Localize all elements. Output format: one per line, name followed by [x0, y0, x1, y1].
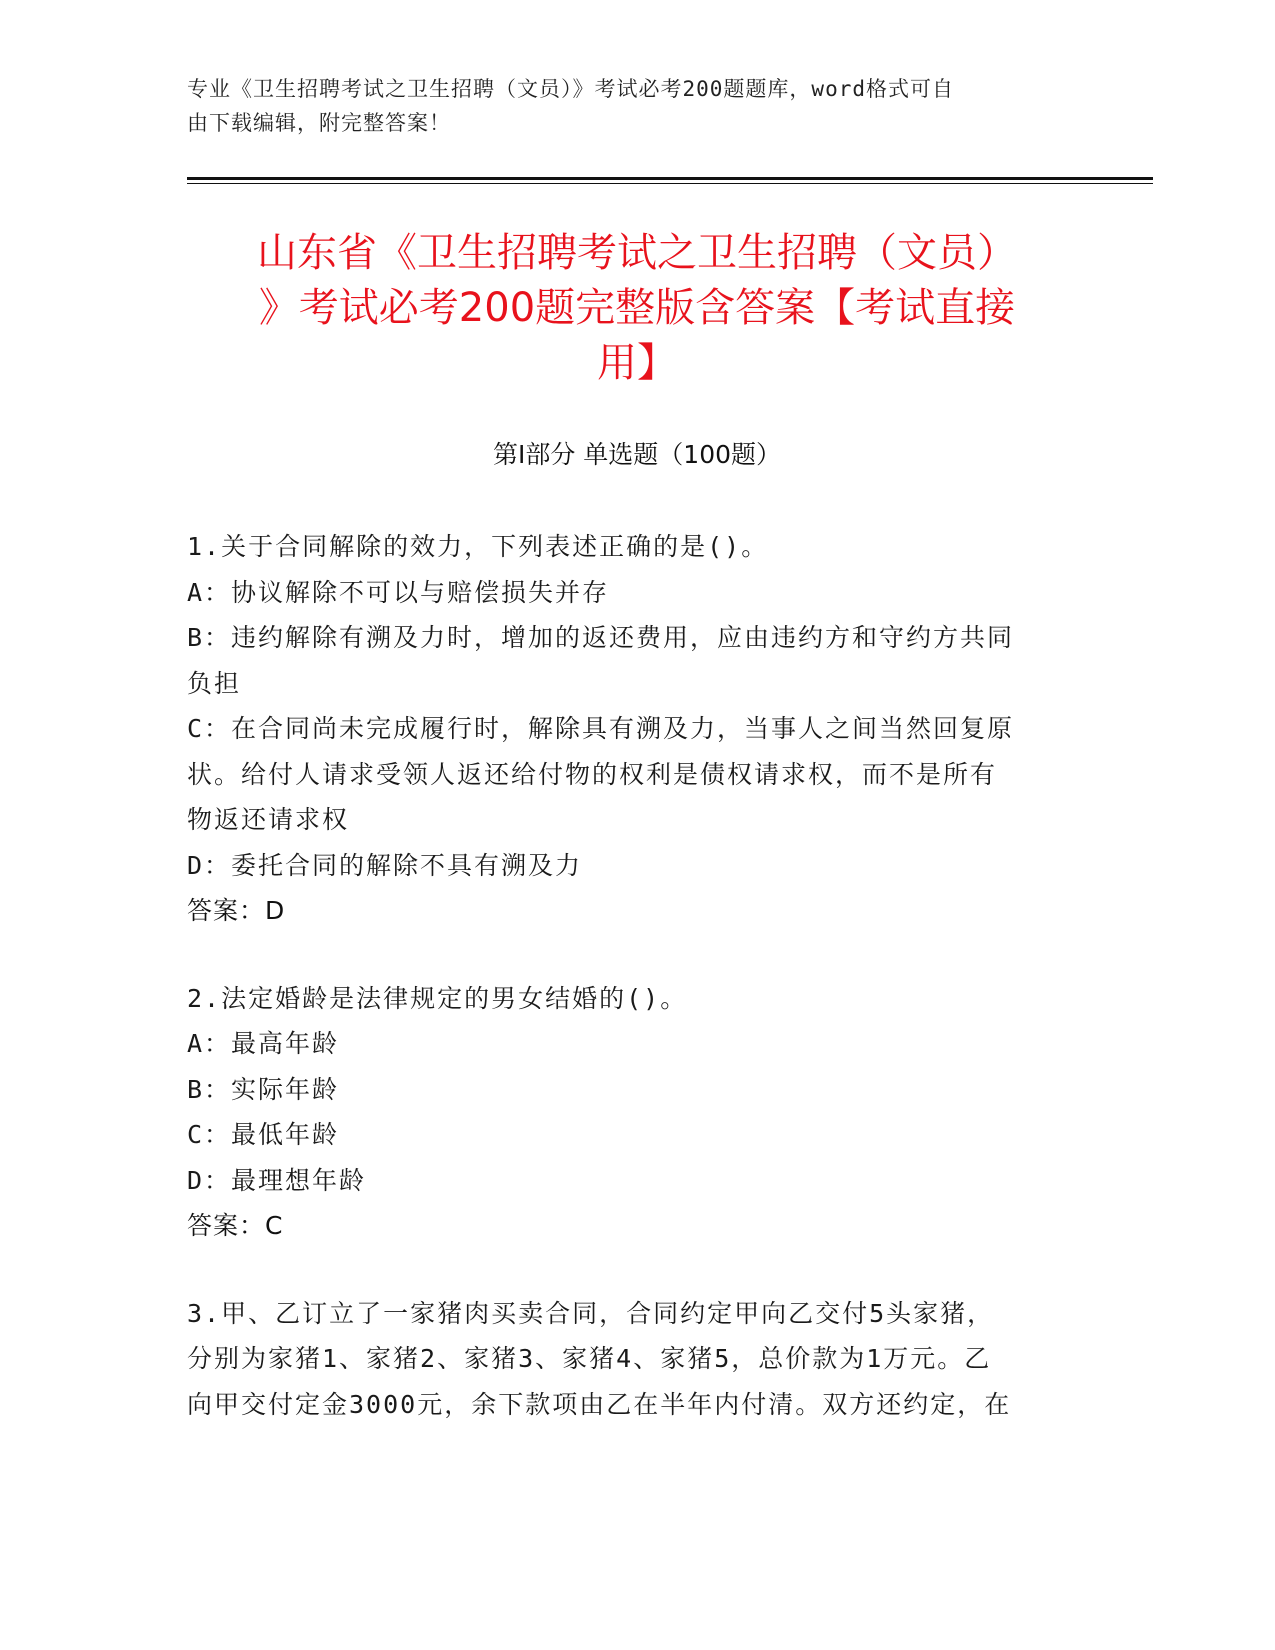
answer: 答案：D [187, 896, 286, 925]
header-note-line: 专业《卫生招聘考试之卫生招聘（文员）》考试必考200题题库，word格式可自 [187, 77, 954, 101]
option-c: C：在合同尚未完成履行时，解除具有溯及力，当事人之间当然回复原 [187, 714, 1015, 743]
option-c: C：最低年龄 [187, 1120, 340, 1149]
header-rule-thin [187, 183, 1153, 184]
option-b-cont: 负担 [187, 668, 242, 698]
title-line: 用】 [597, 340, 677, 386]
title-line: 山东省《卫生招聘考试之卫生招聘（文员） [257, 230, 1017, 276]
title-line: 》考试必考200题完整版含答案【考试直接 [258, 285, 1016, 331]
header-note-line: 由下载编辑，附完整答案！ [187, 111, 451, 135]
header-rule-thick [187, 177, 1153, 180]
document-title [187, 226, 1087, 391]
header-note [187, 72, 1087, 140]
question-stem-cont: 向甲交付定金3000元，余下款项由乙在半年内付清。双方还约定，在 [187, 1389, 1012, 1419]
section-heading: 第Ⅰ部分 单选题（100题） [492, 440, 782, 469]
option-a: A：最高年龄 [187, 1029, 340, 1058]
question-stem: 3.甲、乙订立了一家猪肉买卖合同，合同约定甲向乙交付5头家猪， [187, 1298, 995, 1328]
question-stem: 1.关于合同解除的效力，下列表述正确的是()。 [187, 532, 769, 561]
question-1 [187, 524, 1087, 934]
question-list [187, 524, 1087, 1469]
question-3 [187, 1291, 1087, 1428]
option-c-cont: 物返还请求权 [187, 805, 350, 834]
option-b: B：违约解除有溯及力时，增加的返还费用，应由违约方和守约方共同 [187, 623, 1015, 652]
option-c-cont: 状。给付人请求受领人返还给付物的权利是债权请求权，而不是所有 [187, 759, 998, 789]
option-b: B：实际年龄 [187, 1074, 340, 1104]
question-stem-cont: 分别为家猪1、家猪2、家猪3、家猪4、家猪5，总价款为1万元。乙 [187, 1344, 992, 1373]
option-d: D：委托合同的解除不具有溯及力 [187, 850, 583, 880]
question-2 [187, 976, 1087, 1249]
answer: 答案：C [187, 1211, 284, 1240]
question-stem: 2.法定婚龄是法律规定的男女结婚的()。 [187, 983, 688, 1013]
option-a: A：协议解除不可以与赔偿损失并存 [187, 577, 610, 607]
option-d: D：最理想年龄 [187, 1165, 367, 1195]
